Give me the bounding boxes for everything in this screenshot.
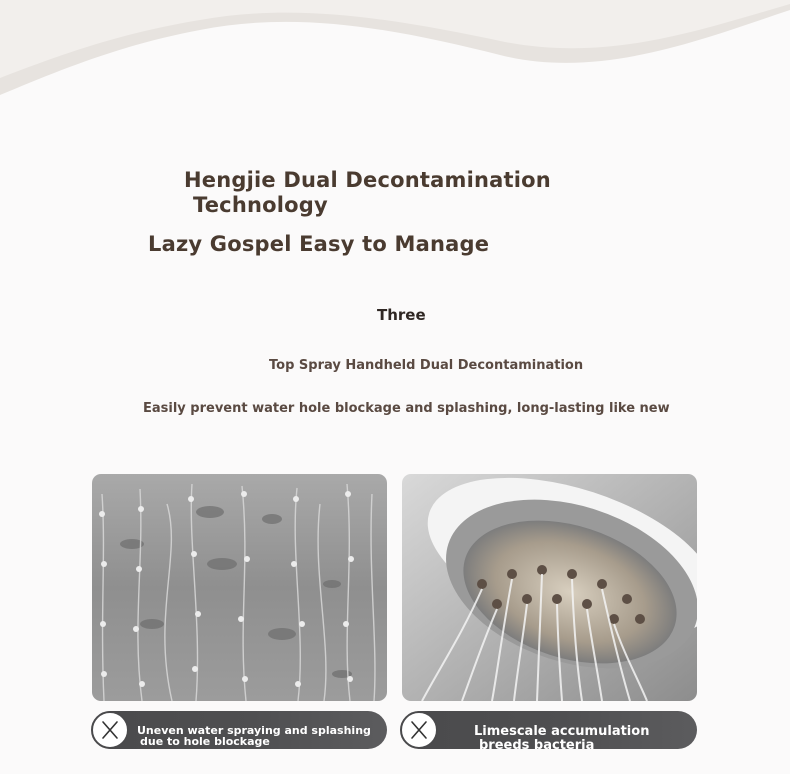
benefit-text: Easily prevent water hole blockage and splashing, long-lasting like new [143,401,670,416]
x-mark-icon [91,711,129,749]
caption-clogging-line-1: Uneven water spraying and splashing [137,724,371,737]
caption-limescale-line-1: Limescale accumulation [474,724,650,739]
limescale-showerhead-photo [402,474,697,701]
headline-line-2: Technology [193,193,328,217]
x-mark-icon [400,711,438,749]
caption-clogging-line-2: due to hole blockage [140,735,270,748]
feature-text: Top Spray Handheld Dual Decontamination [269,358,584,373]
headline-line-1: Hengjie Dual Decontamination [184,168,551,192]
caption-limescale-line-2: breeds bacteria [479,738,595,753]
count-word: Three [377,306,426,324]
background-wave [0,0,790,140]
headline-slogan: Lazy Gospel Easy to Manage [148,232,490,256]
clogged-spray-photo [92,474,387,701]
